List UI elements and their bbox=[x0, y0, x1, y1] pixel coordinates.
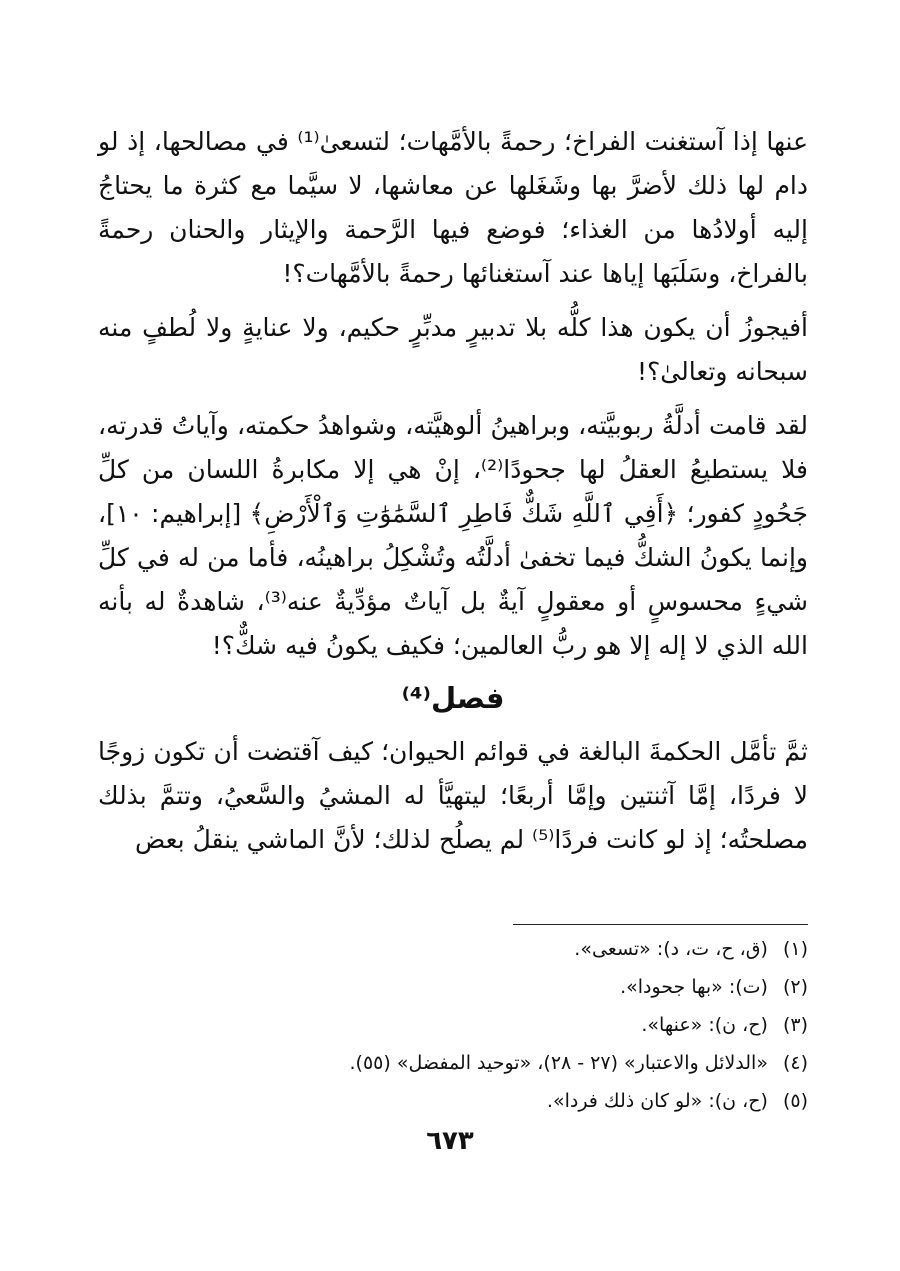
footnote-text: (ح، ن): «عنها». bbox=[641, 1014, 768, 1036]
paragraph-2: أفيجوزُ أن يكون هذا كلُّه بلا تدبيرٍ مدبِّرٍ حكيم، ولا عنايةٍ ولا لُطفٍ منه سبحانه وتعالىٰ؟! bbox=[98, 313, 808, 386]
footnote-4 bbox=[98, 1044, 808, 1082]
paragraph-3: لقد قامت أدلَّةُ ربوبيَّته، وبراهينُ ألوهيَّته، وشواهدُ حكمته، وآياتُ قدرته، فلا يستطيعُ العقلُ لها جحودًا⁽²⁾، إنْ هي إلا مكابرةُ اللسان من كلِّ جَحُودٍ كفور؛ ﴿أَفِي ٱللَّهِ شَكٌّ فَاطِرِ ٱلسَّمَٰوَٰتِ وَٱلْأَرْضِ﴾ [إبراهيم: ١٠]، وإنما يكونُ الشكُّ فيما تخفىٰ أدلَّتُه وتُشْكِلُ براهينُه، فأما من له في كلِّ شيءٍ محسوسٍ أو معقولٍ آيةٌ بل آياتٌ مؤدِّيةٌ عنه⁽³⁾، شاهدةٌ له بأنه الله الذي لا إله إلا هو ربُّ العالمين؛ فكيف يكونُ فيه شكٌّ؟! bbox=[98, 411, 808, 660]
footnote-1 bbox=[98, 930, 808, 968]
main-text bbox=[98, 120, 808, 862]
footnote-2 bbox=[98, 968, 808, 1006]
footnote-text: (ح، ن): «لو كان ذلك فردا». bbox=[546, 1090, 768, 1112]
footnote-number: (٣) bbox=[782, 1014, 808, 1036]
footnotes bbox=[98, 930, 808, 1120]
footnote-5 bbox=[98, 1082, 808, 1120]
footnote-text: (ق، ح، ت، د): «تسعى». bbox=[574, 938, 768, 960]
paragraph-4: ثمَّ تأمَّل الحكمةَ البالغة في قوائم الحيوان؛ كيف آقتضت أن تكون زوجًا لا فردًا، إمَّا آثنتين وإمَّا أربعًا؛ ليتهيَّأ له المشيُ والسَّعيُ، وتتمَّ بذلك مصلحتُه؛ إذ لو كانت فردًا⁽⁵⁾ لم يصلُح لذلك؛ لأنَّ الماشي ينقلُ بعض bbox=[98, 737, 808, 854]
footnote-number: (٤) bbox=[782, 1052, 808, 1074]
page-number: ٦٧٣ bbox=[426, 1126, 474, 1156]
footnote-number: (٥) bbox=[782, 1090, 808, 1112]
footnote-text: (ت): «بها جحودا». bbox=[620, 976, 768, 998]
footnote-text: «الدلائل والاعتبار» (٢٧ - ٢٨)، «توحيد المفضل» (٥٥). bbox=[349, 1052, 768, 1074]
paragraph-1: عنها إذا آستغنت الفراخ؛ رحمةً بالأمَّهات؛ لتسعىٰ⁽¹⁾ في مصالحها، إذ لو دام لها ذلك لأضرَّ بها وشَغَلها عن معاشها، لا سيَّما مع كثرة ما يحتاجُ إليه أولادُها من الغذاء؛ فوضع فيها الرَّحمة والإيثار والحنان رحمةً بالفراخ، وسَلَبَها إياها عند آستغنائها رحمةً بالأمَّهات؟! bbox=[98, 127, 808, 288]
footnote-3 bbox=[98, 1006, 808, 1044]
section-title: فصل⁽⁴⁾ bbox=[401, 681, 505, 715]
footnote-number: (٢) bbox=[782, 976, 808, 998]
footnote-divider bbox=[513, 924, 808, 925]
footnote-number: (١) bbox=[782, 938, 808, 960]
